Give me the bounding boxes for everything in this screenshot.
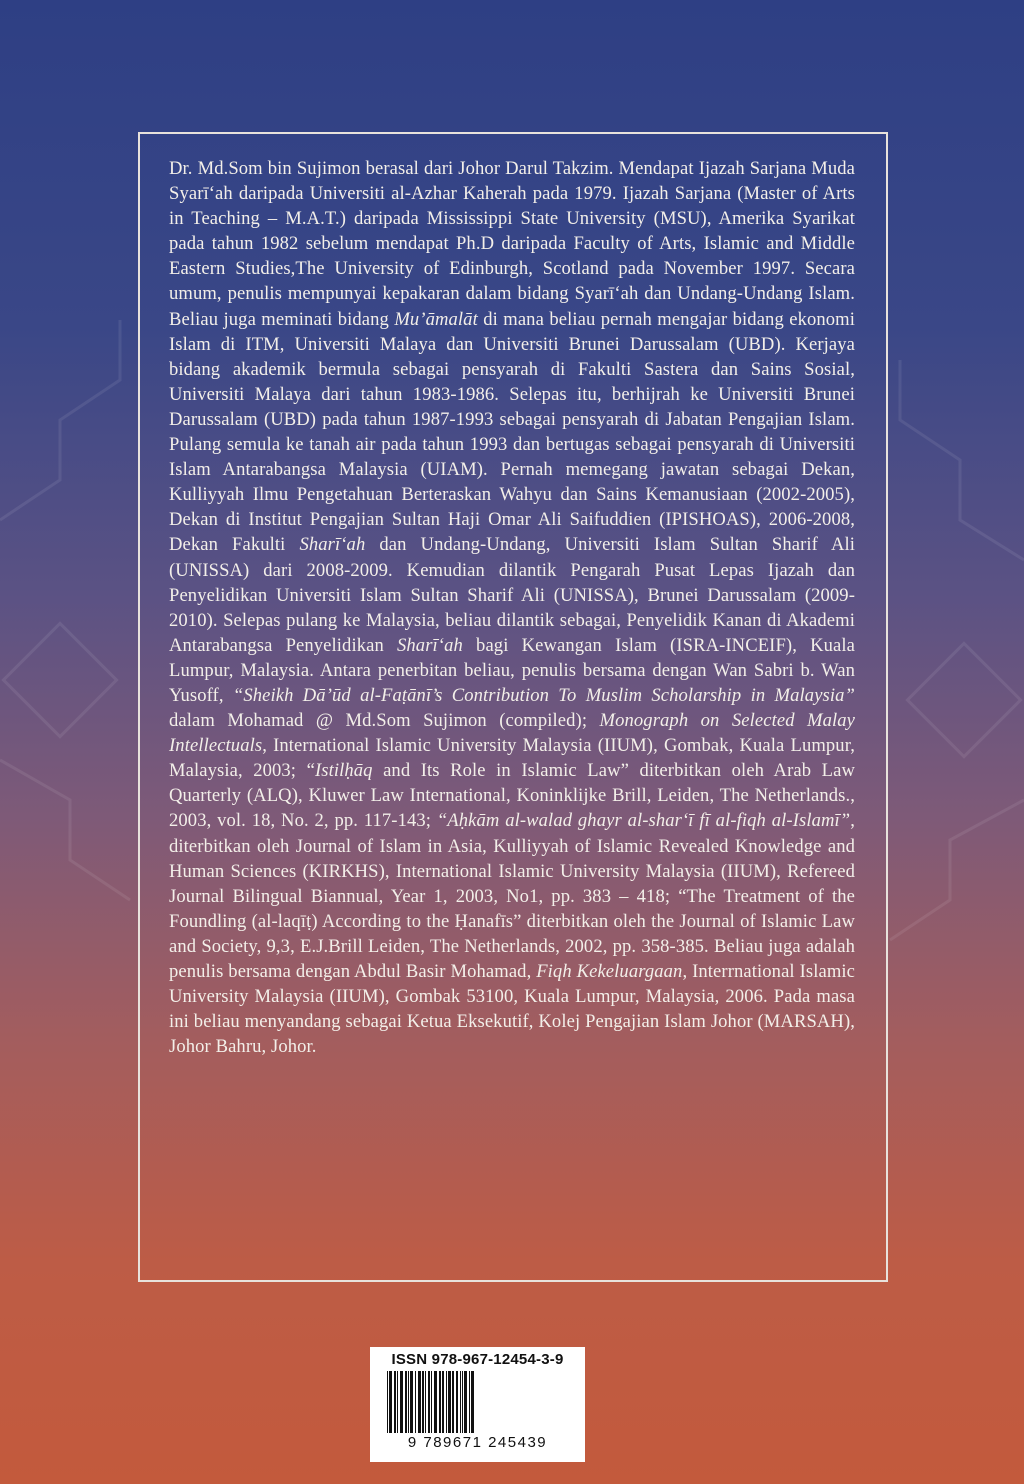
barcode-bar <box>439 1371 441 1433</box>
bio-text-segment: , diterbitkan oleh Journal of Islam in Asia, Kulliyyah of Islamic Revealed Knowledge and Human Sciences (KIRKHS), International Islamic University Malaysia (IIUM), Refereed Journal Bilingual Biannual, Year 1, 2003, No1, pp. 383 – 418; “The Treatment of the Foundling (al-laqīṭ) According to the Ḥanafīs” diterbitkan oleh the Journal of Islamic Law and Society, 9,3, E.J.Brill Leiden, The Netherlands, 2002, pp. 358-385. Beliau juga adalah penulis bersama dengan Abdul Basir Mohamad, <box>169 810 855 982</box>
bio-italic-segment: “Sheikh Dā’ūd al-Faṭānī’s Contribution To Muslim Scholarship in Malaysia” <box>232 684 855 706</box>
barcode-bar <box>400 1371 403 1433</box>
barcode-bar <box>456 1371 458 1433</box>
barcode-bar <box>415 1371 416 1433</box>
bio-italic-segment: Mu’āmalāt <box>394 308 478 330</box>
bio-italic-segment: Sharī‘ah <box>397 634 463 656</box>
bio-text-segment: , Interrnational Islamic University Malaysia (IIUM), Gombak 53100, Kuala Lumpur, Malaysia, 2006. Pada masa ini beliau menyandang sebagai Ketua Eksekutif, Kolej Pengajian Islam Johor (MARSAH), Johor Bahru, Johor. <box>169 961 855 1058</box>
barcode-bar <box>425 1371 426 1433</box>
barcode-bar <box>387 1371 388 1433</box>
barcode-bar <box>464 1371 467 1433</box>
barcode-bar <box>446 1371 447 1433</box>
barcode-bar <box>394 1371 396 1433</box>
bio-text-segment: dan Undang-Undang, Universiti Islam Sultan Sharif Ali (UNISSA) dari 2008-2009. Kemudian dilantik Pengarah Pusat Lepas Ijazah dan Penyelidikan Universiti Islam Sultan Sharif Ali (UNISSA), Brunei Darussalam (2009-2010). Selepas pulang ke Malaysia, beliau dilantik sebagai, Penyelidik Kanan di Akademi Antarabangsa Penyelidikan <box>169 534 855 656</box>
barcode-bar <box>434 1371 437 1433</box>
barcode-bar <box>431 1371 432 1433</box>
barcode-bar <box>452 1371 454 1433</box>
bio-text-segment: bagi Kewangan Islam (ISRA-INCEIF), Kuala Lumpur, Malaysia. Antara penerbitan beliau, penulis bersama dengan Wan Sabri b. Wan Yusoff, <box>169 634 855 706</box>
bio-text-segment: dalam Mohamad @ Md.Som Sujimon (compiled); <box>169 710 600 732</box>
biography-frame <box>138 132 888 1282</box>
bio-italic-segment: Istilḥāq <box>314 760 373 782</box>
barcode-bar <box>442 1371 444 1433</box>
barcode-bar <box>397 1371 398 1433</box>
bio-italic-segment: “Aḥkām al-walad ghayr al-shar‘ī fī al-fiqh al-Islamī” <box>436 810 851 832</box>
bio-text-segment: di mana beliau pernah mengajar bidang ekonomi Islam di ITM, Universiti Malaya dan Universiti Brunei Darussalam (UBD). Kerjaya bidang akademik bermula sebagai pensyarah di Fakulti Sastera dan Sains Sosial, Universiti Malaya dari tahun 1983-1986. Selepas itu, berhijrah ke Universiti Brunei Darussalam (UBD) pada tahun 1987-1993 sebagai pensyarah di Jabatan Pengajian Islam. Pulang semula ke tanah air pada tahun 1993 dan bertugas sebagai pensyarah di Universiti Islam Antarabangsa Malaysia (UIAM). Pernah memegang jawatan sebagai Dekan, Kulliyyah Ilmu Pengetahuan Berteraskan Wahyu dan Sains Kemanusiaan (2002-2005), Dekan di Institut Pengajian Sultan Haji Omar Ali Saifuddien (IPISHOAS), 2006-2008, Dekan Fakulti <box>169 308 856 556</box>
bio-text-segment: and Its Role in Islamic Law” diterbitkan oleh Arab Law Quarterly (ALQ), Kluwer Law International, Koninklijke Brill, Leiden, The Netherlands., 2003, vol. 18, No. 2, pp. 117-143; <box>169 760 855 832</box>
barcode-bar <box>448 1371 451 1433</box>
barcode-bar <box>410 1371 413 1433</box>
barcode-bar <box>428 1371 430 1433</box>
barcode-bar <box>422 1371 424 1433</box>
barcode-bar <box>471 1371 474 1433</box>
author-biography <box>169 156 855 1059</box>
barcode-bar <box>389 1371 392 1433</box>
barcode-bar <box>418 1371 421 1433</box>
bio-italic-segment: Fiqh Kekeluargaan <box>536 961 683 982</box>
barcode-bar <box>469 1371 470 1433</box>
barcode-bar <box>460 1371 461 1433</box>
barcode-bar <box>408 1371 409 1433</box>
bio-text-segment: Dr. Md.Som bin Sujimon berasal dari Johor Darul Takzim. Mendapat Ijazah Sarjana Muda Syarī‘ah daripada Universiti al-Azhar Kaherah pada 1979. Ijazah Sarjana (Master of Arts in Teaching – M.A.T.) daripada Mississippi State University (MSU), Amerika Syarikat pada tahun 1982 sebelum mendapat Ph.D daripada Faculty of Arts, Islamic and Middle Eastern Studies,The University of Edinburgh, Scotland pada November 1997. Secara umum, penulis mempunyai kepakaran dalam bidang Syarī‘ah dan Undang-Undang Islam. Beliau juga meminati bidang <box>169 158 855 330</box>
barcode-bar <box>405 1371 407 1433</box>
bio-text-segment: , International Islamic University Malaysia (IIUM), Gombak, Kuala Lumpur, Malaysia, 2003; “ <box>169 735 855 782</box>
bio-italic-segment: Sharī‘ah <box>299 534 366 556</box>
barcode-label <box>370 1347 585 1462</box>
barcode-digits: 9 789671 245439 <box>407 1434 548 1451</box>
issn-number: ISSN 978-967-12454-3-9 <box>391 1351 564 1368</box>
bio-italic-segment: Monograph on Selected Malay Intellectuals <box>169 710 856 757</box>
barcode-image <box>383 1371 573 1433</box>
barcode-bar <box>462 1371 463 1433</box>
